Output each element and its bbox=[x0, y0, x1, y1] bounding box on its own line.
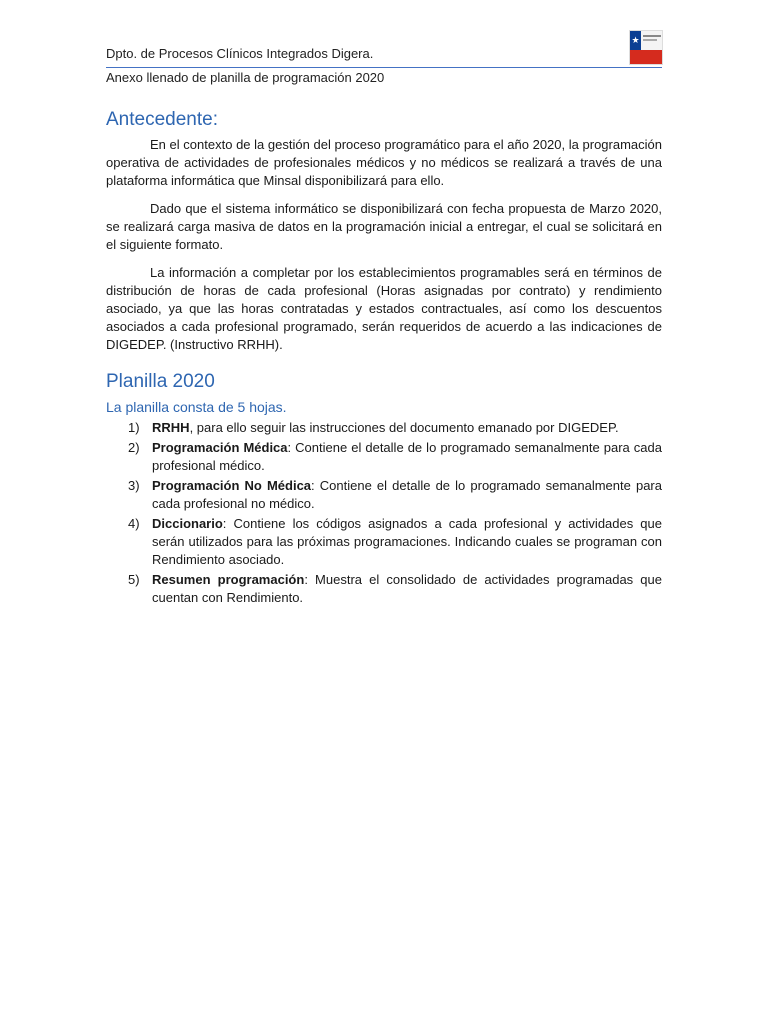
list-number: 3) bbox=[128, 478, 140, 493]
list-number: 4) bbox=[128, 516, 140, 531]
list-number: 5) bbox=[128, 572, 140, 587]
header-department: Dpto. de Procesos Clínicos Integrados Digera. bbox=[106, 46, 374, 61]
list-term: Programación No Médica bbox=[152, 478, 312, 493]
list-text: : Contiene el detalle de lo programado semanalmente para cada profesional no médico. bbox=[152, 478, 662, 511]
document-body bbox=[106, 108, 662, 609]
list-item bbox=[106, 419, 662, 437]
list-number: 2) bbox=[128, 440, 140, 455]
list-text: : Contiene el detalle de lo programado semanalmente para cada profesional médico. bbox=[152, 440, 662, 473]
list-term: RRHH bbox=[152, 420, 190, 435]
header-divider bbox=[106, 67, 662, 68]
government-of-chile-logo-icon: ★ bbox=[630, 31, 662, 64]
list-text: , para ello seguir las instrucciones del documento emanado por DIGEDEP. bbox=[189, 420, 619, 435]
list-item bbox=[106, 439, 662, 475]
sheet-list bbox=[106, 419, 662, 607]
section-title-antecedente: Antecedente: bbox=[106, 109, 218, 130]
list-item bbox=[106, 571, 662, 607]
paragraph: La información a completar por los establecimientos programables será en términos de distribución de horas de cada profesional (Horas asignadas por contrato) y rendimiento asociado, ya que las horas contratadas y estados contractuales, así como los descuentos asociados a cada profesional programado, serán requeridos de acuerdo a las indicaciones de DIGEDEP. (Instructivo RRHH). bbox=[106, 265, 662, 352]
paragraph: Dado que el sistema informático se disponibilizará con fecha propuesta de Marzo 2020, se realizará carga masiva de datos en la programación inicial a entregar, el cual se solicitará en el siguiente formato. bbox=[106, 201, 662, 252]
header-subtitle: Anexo llenado de planilla de programación 2020 bbox=[106, 70, 385, 85]
list-text: : Contiene los códigos asignados a cada profesional y actividades que serán utilizados para las próximas programaciones. Indicando cuales se programan con Rendimiento asociado. bbox=[152, 516, 662, 567]
list-item bbox=[106, 515, 662, 569]
list-number: 1) bbox=[128, 420, 140, 435]
paragraph: En el contexto de la gestión del proceso programático para el año 2020, la programación operativa de actividades de profesionales médicos y no médicos se realizará a través de una plataforma informática que Minsal disponibilizará para ello. bbox=[106, 137, 662, 188]
list-text: : Muestra el consolidado de actividades programadas que cuentan con Rendimiento. bbox=[152, 572, 662, 605]
list-term: Diccionario bbox=[152, 516, 223, 531]
list-term: Programación Médica bbox=[152, 440, 288, 455]
section-subtitle: La planilla consta de 5 hojas. bbox=[106, 399, 287, 415]
list-item bbox=[106, 477, 662, 513]
list-term: Resumen programación bbox=[152, 572, 305, 587]
section-title-planilla: Planilla 2020 bbox=[106, 371, 215, 392]
